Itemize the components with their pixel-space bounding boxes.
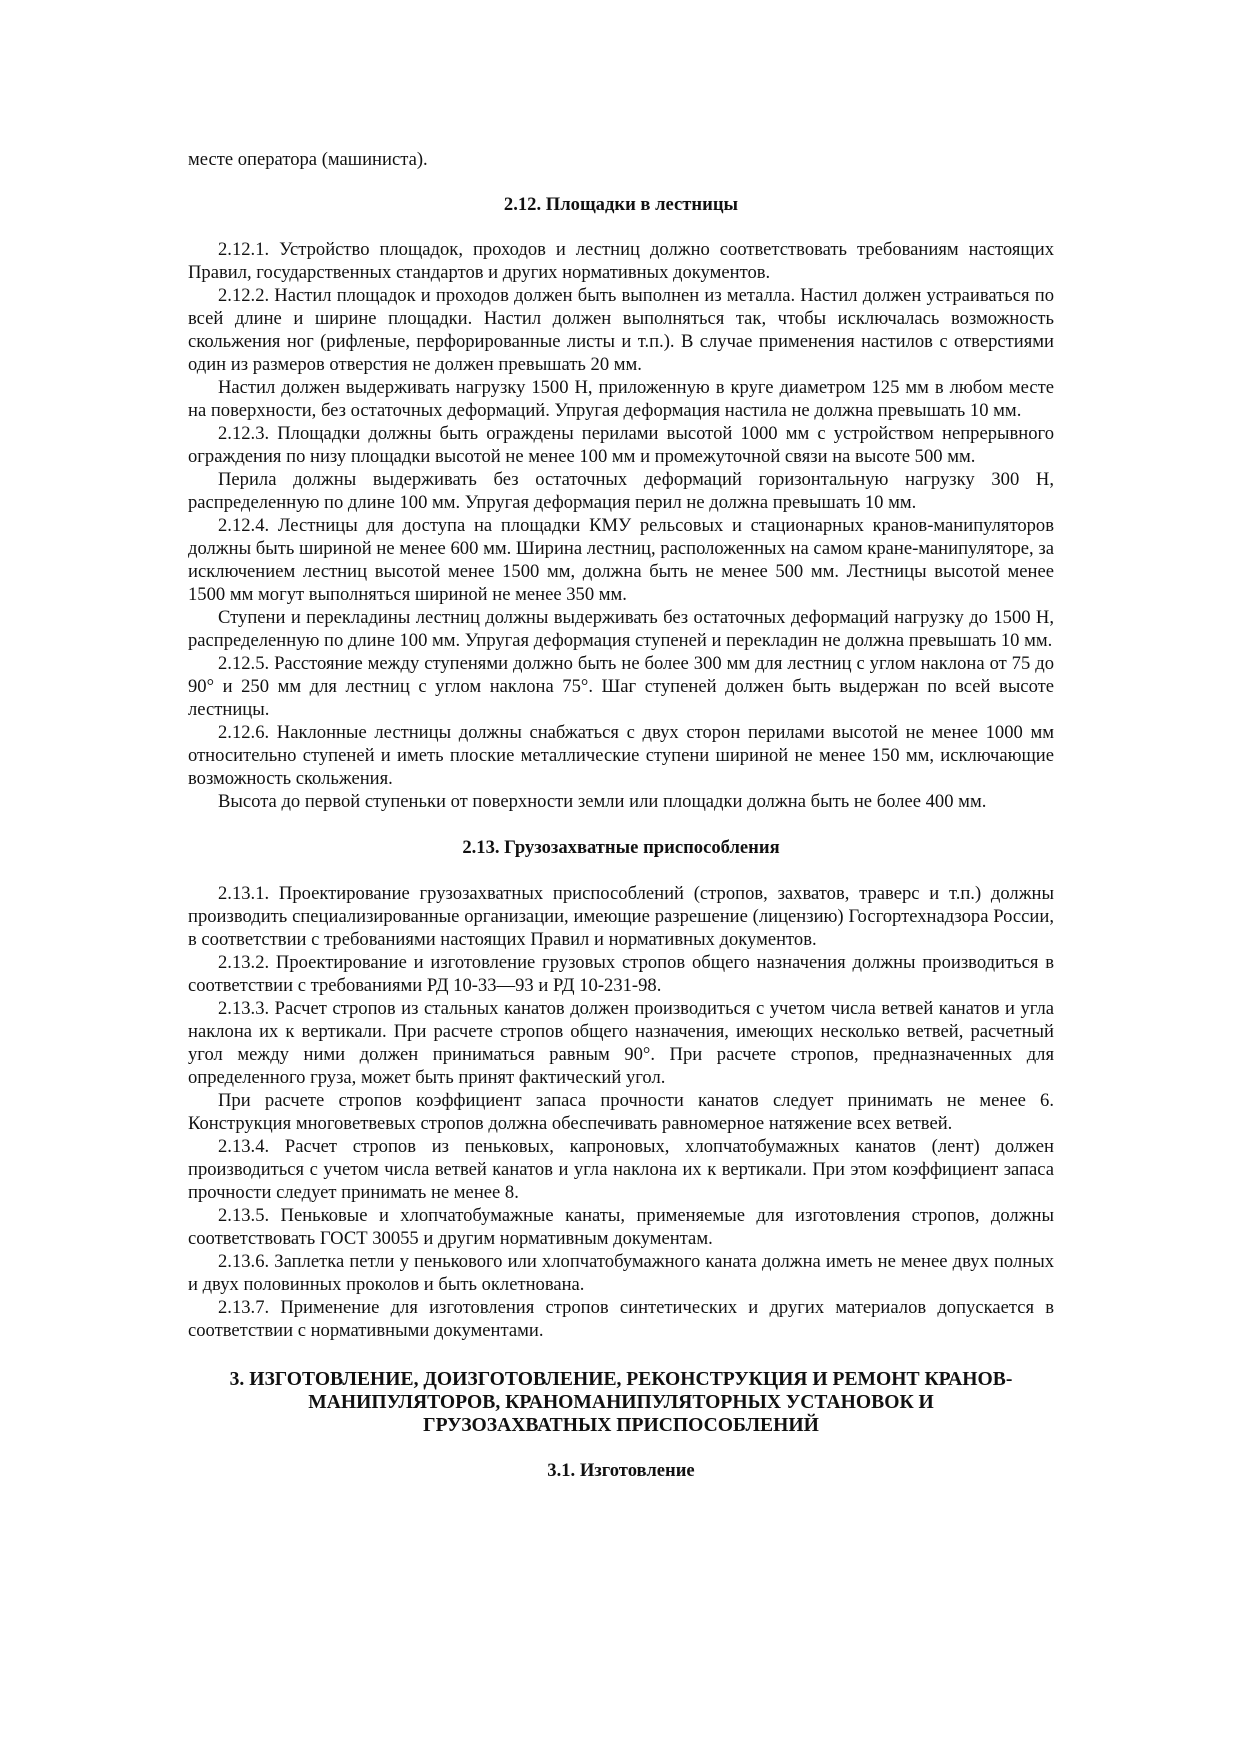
paragraph-2-13-7: 2.13.7. Применение для изготовления стропов синтетических и других материалов допускается в соответствии с нормативными документами. [188, 1297, 1054, 1341]
section-heading-3-1: 3.1. Изготовление [547, 1460, 695, 1481]
paragraph-2-13-6: 2.13.6. Заплетка петли у пенькового или хлопчатобумажного каната должна иметь не менее двух полных и двух половинных проколов и быть оклетнована. [188, 1251, 1054, 1295]
paragraph-2-12-6: 2.12.6. Наклонные лестницы должны снабжаться с двух сторон перилами высотой не менее 1000 мм относительно ступеней и иметь плоские металлические ступени шириной не менее 150 мм, исключающие возможность скольжения. [188, 722, 1054, 789]
paragraph-2-13-1: 2.13.1. Проектирование грузозахватных приспособлений (стропов, захватов, траверс и т.п.) должны производить специализированные организации, имеющие разрешение (лицензию) Госгортехнадзора России, в соответствии с требованиями настоящих Правил и нормативных документов. [188, 883, 1054, 950]
section-heading-2-12: 2.12. Площадки в лестницы [503, 194, 739, 215]
paragraph-2-13-4: 2.13.4. Расчет стропов из пеньковых, капроновых, хлопчатобумажных канатов (лент) должен производиться с учетом числа ветвей канатов и угла наклона их к вертикали. При этом коэффициент запаса прочности следует принимать не менее 8. [188, 1136, 1054, 1203]
section-heading-2-13: 2.13. Грузозахватные приспособления [462, 837, 780, 858]
paragraph-decking-load: Настил должен выдерживать нагрузку 1500 Н, приложенную в круге диаметром 125 мм в любом месте на поверхности, без остаточных деформаций. Упругая деформация настила не должна превышать 10 мм. [188, 377, 1054, 421]
paragraph-steps-load: Ступени и перекладины лестниц должны выдерживать без остаточных деформаций нагрузку до 1500 Н, распределенную по длине 100 мм. Упругая деформация ступеней и перекладин не должна превышать 10 мм. [188, 607, 1054, 651]
paragraph-first-step-height: Высота до первой ступеньки от поверхности земли или площадки должна быть не более 400 мм. [218, 791, 987, 812]
paragraph-2-12-1: 2.12.1. Устройство площадок, проходов и лестниц должно соответствовать требованиям настоящих Правил, государственных стандартов и других нормативных документов. [188, 239, 1054, 283]
paragraph-2-12-3: 2.12.3. Площадки должны быть ограждены перилами высотой 1000 мм с устройством непрерывного ограждения по низу площадки высотой не менее 100 мм и промежуточной связи на высоте 500 мм. [188, 423, 1054, 467]
paragraph-2-13-3: 2.13.3. Расчет стропов из стальных канатов должен производиться с учетом числа ветвей канатов и угла наклона их к вертикали. При расчете стропов общего назначения, имеющих несколько ветвей, расчетный угол между ними должен приниматься равным 90°. При расчете стропов, предназначенных для определенного груза, может быть принят фактический угол. [188, 998, 1054, 1088]
paragraph-2-12-2: 2.12.2. Настил площадок и проходов должен быть выполнен из металла. Настил должен устраиваться по всей длине и ширине площадки. Настил должен выполняться так, чтобы исключалась возможность скольжения ног (рифленые, перфорированные листы и т.п.). В случае применения настилов с отверстиями один из размеров отверстия не должен превышать 20 мм. [188, 285, 1054, 375]
paragraph-safety-factor: При расчете стропов коэффициент запаса прочности канатов следует принимать не менее 6. Конструкция многоветвевых стропов должна обеспечивать равномерное натяжение всех ветвей. [188, 1090, 1054, 1134]
continuation-text: месте оператора (машиниста). [188, 149, 428, 170]
paragraph-2-13-2: 2.13.2. Проектирование и изготовление грузовых стропов общего назначения должны производиться в соответствии с требованиями РД 10-33—93 и РД 10-231-98. [188, 952, 1054, 996]
paragraph-2-12-4: 2.12.4. Лестницы для доступа на площадки КМУ рельсовых и стационарных кранов-манипуляторов должны быть шириной не менее 600 мм. Ширина лестниц, расположенных на самом кране-манипуляторе, за исключением лестниц высотой менее 1500 мм, должна быть не менее 500 мм. Лестницы высотой менее 1500 мм могут выполняться шириной не менее 350 мм. [188, 515, 1054, 605]
paragraph-railing-load: Перила должны выдерживать без остаточных деформаций горизонтальную нагрузку 300 Н, распределенную по длине 100 мм. Упругая деформация перил не должна превышать 10 мм. [188, 469, 1054, 513]
document-page [188, 148, 1054, 1482]
paragraph-2-13-5: 2.13.5. Пеньковые и хлопчатобумажные канаты, применяемые для изготовления стропов, должны соответствовать ГОСТ 30055 и другим нормативным документам. [188, 1205, 1054, 1249]
chapter-heading-3: 3. ИЗГОТОВЛЕНИЕ, ДОИЗГОТОВЛЕНИЕ, РЕКОНСТРУКЦИЯ И РЕМОНТ КРАНОВ-МАНИПУЛЯТОРОВ, КРАНОМАНИПУЛЯТОРНЫХ УСТАНОВОК И ГРУЗОЗАХВАТНЫХ ПРИСПОСОБЛЕНИЙ [229, 1369, 1013, 1436]
paragraph-2-12-5: 2.12.5. Расстояние между ступенями должно быть не более 300 мм для лестниц с углом наклона от 75 до 90° и 250 мм для лестниц с углом наклона 75°. Шаг ступеней должен быть выдержан по всей высоте лестницы. [188, 653, 1054, 720]
